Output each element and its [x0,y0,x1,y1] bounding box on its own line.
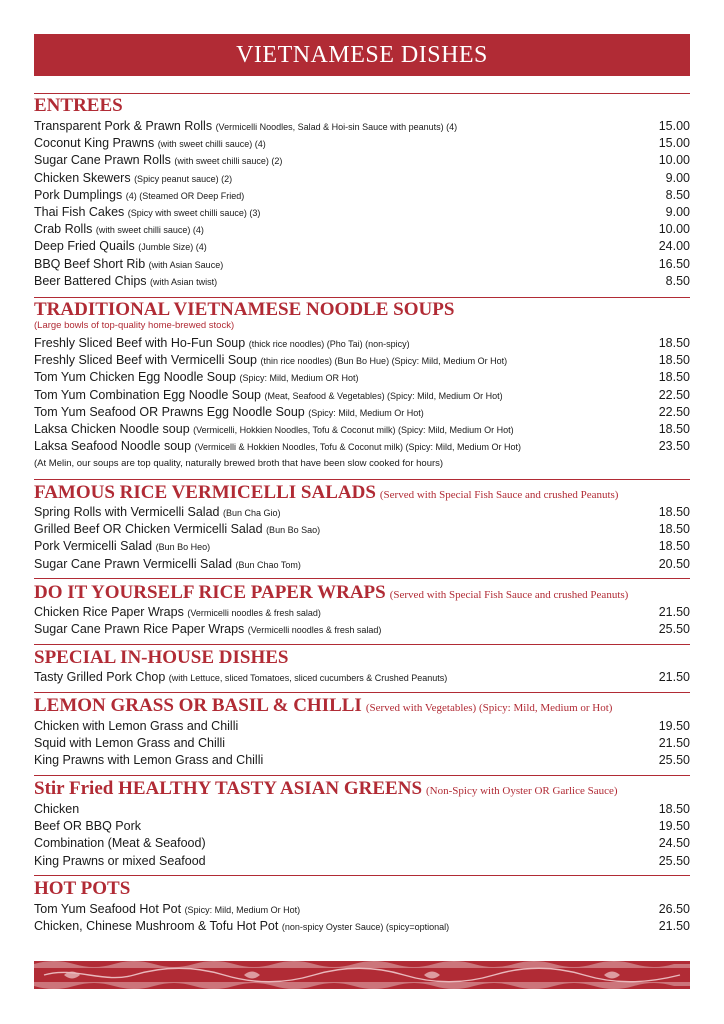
menu-item-name: Pork Dumplings [34,187,123,202]
menu-item [34,238,690,255]
section-note: (Non-Spicy with Oyster OR Garlice Sauce) [426,785,618,797]
menu-item-name: Tom Yum Chicken Egg Noodle Soup [34,370,236,385]
menu-item-name-line [34,404,424,422]
menu-item-name: Tom Yum Seafood Hot Pot [34,902,182,916]
menu-item [34,421,690,438]
page-title: VIETNAMESE DISHES [34,34,690,76]
section-heading [34,299,454,321]
menu-item-name-line [34,521,320,539]
menu-item-description: (non-spicy Oyster Sauce) (spicy=optional) [281,922,450,933]
menu-item [34,853,690,870]
section-divider [34,297,690,298]
menu-item [34,752,690,769]
menu-item-price: 25.50 [658,753,690,768]
menu-item [34,801,690,818]
menu-item-name-line [34,752,263,769]
section-title: FAMOUS RICE VERMICELLI SALADS [34,482,376,503]
menu-item-name-line [34,273,217,291]
menu-item-name: Squid with Lemon Grass and Chilli [34,736,226,751]
menu-item-description: (with Lettuce, sliced Tomatoes, sliced cucumbers & Crushed Peanuts) [168,673,448,683]
menu-item-price: 10.00 [658,153,690,168]
menu-item-price: 18.50 [658,336,690,350]
menu-item-description: (Spicy: Mild, Medium Or Hot) [308,407,424,418]
menu-item-price: 20.50 [658,556,690,571]
menu-item-price: 22.50 [658,404,690,419]
menu-item-description: (with sweet chilli sauce) (2) [174,156,283,167]
section-divider [34,644,690,645]
menu-item-name: Pork Vermicelli Salad [34,539,153,554]
menu-item-name: Spring Rolls with Vermicelli Salad [34,505,220,519]
menu-item-price: 8.50 [665,273,690,288]
menu-item [34,256,690,273]
menu-item-price: 23.50 [658,439,690,454]
section-note: (Served with Special Fish Sauce and crushed Peanuts) [379,489,619,501]
section-divider [34,875,690,876]
menu-item-price: 18.50 [658,422,690,436]
menu-item-name-line [34,556,301,574]
menu-item-name-line [34,901,300,919]
menu-item-price: 16.50 [658,256,690,271]
section-heading [34,878,130,900]
menu-item-name-line [34,669,447,687]
menu-item [34,135,690,152]
menu-item-price: 21.50 [658,919,690,934]
menu-item-name: Beer Battered Chips [34,273,147,288]
menu-item-name: Chicken with Lemon Grass and Chilli [34,719,239,733]
menu-item [34,187,690,204]
section-heading [34,95,123,117]
menu-item [34,273,690,290]
menu-item-description: (thin rice noodles) (Bun Bo Hue) (Spicy: Mild, Medium Or Hot) [260,356,508,367]
menu-item-name: Deep Fried Quails [34,239,135,254]
menu-item-name: Chicken Rice Paper Wraps [34,605,184,619]
section-divider [34,692,690,693]
menu-item-name-line [34,504,281,522]
menu-item [34,818,690,835]
menu-item-name-line [34,718,238,735]
menu-item-name: King Prawns or mixed Seafood [34,853,206,868]
section-divider [34,479,690,480]
menu-item-name-line [34,438,521,456]
section-footnote: (At Melin, our soups are top quality, naturally brewed broth that have been slow cooked for hours) [34,458,444,469]
menu-item-name-line [34,221,204,239]
menu-item [34,152,690,169]
menu-item-name-line [34,918,449,936]
menu-item-price: 26.50 [658,902,690,916]
menu-item-name-line [34,135,266,153]
menu-item-price: 21.50 [658,736,690,751]
menu-item-price: 21.50 [658,670,690,684]
section-title: TRADITIONAL VIETNAMESE NOODLE SOUPS [34,299,455,320]
menu-item-price: 18.50 [658,505,690,519]
menu-item-price: 25.50 [658,622,690,637]
menu-item-name-line [34,853,206,870]
menu-item-description: (Vermicelli noodles & fresh salad) [247,625,382,636]
section-subtitle: (Large bowls of top-quality home-brewed stock) [34,320,235,331]
menu-item [34,204,690,221]
menu-item [34,404,690,421]
section-note: (Served with Vegetables) (Spicy: Mild, Medium or Hot) [365,702,613,714]
menu-item [34,538,690,555]
menu-item-description: (Vermicelli & Hokkien Noodles, Tofu & Coconut milk) (Spicy: Mild, Medium Or Hot) [194,442,521,453]
menu-item-price: 19.50 [658,719,690,733]
menu-item-name: Freshly Sliced Beef with Vermicelli Soup [34,353,258,368]
menu-item-name: Transparent Pork & Prawn Rolls [34,119,213,133]
section-title: HOT POTS [34,878,131,899]
menu-item-description: (with Asian twist) [150,276,218,287]
menu-item-name: King Prawns with Lemon Grass and Chilli [34,753,264,768]
section-title: LEMON GRASS OR BASIL & CHILLI [34,695,362,716]
section-title: Stir Fried HEALTHY TASTY ASIAN GREENS [34,778,423,799]
menu-item [34,438,690,455]
menu-item-name: Crab Rolls [34,222,93,237]
menu-item-name-line [34,335,410,353]
menu-item-description: (with sweet chilli sauce) (4) [157,139,266,150]
menu-item-name-line [34,387,503,405]
menu-item-name-line [34,204,260,222]
menu-item-price: 18.50 [658,522,690,537]
menu-item-name-line [34,801,79,818]
menu-item-price: 18.50 [658,370,690,385]
menu-item-description: (Bun Bo Sao) [266,525,321,536]
menu-item [34,835,690,852]
menu-item-description: (with Asian Sauce) [148,259,224,270]
menu-item [34,901,690,918]
section-heading [34,647,288,669]
menu-item-price: 24.50 [658,836,690,851]
section-heading [34,778,618,802]
menu-item-name: Coconut King Prawns [34,136,155,151]
menu-item-name: Chicken, Chinese Mushroom & Tofu Hot Pot [34,919,279,934]
menu-item-description: (Bun Cha Gio) [222,508,281,518]
menu-item-description: (Spicy: Mild, Medium Or Hot) [184,905,301,915]
section-title: DO IT YOURSELF RICE PAPER WRAPS [34,582,386,603]
menu-item-name-line [34,118,457,136]
section-heading [34,482,618,506]
menu-item-name-line [34,352,507,370]
menu-item [34,669,690,686]
menu-item [34,118,690,135]
menu-item-name: Sugar Cane Prawn Vermicelli Salad [34,556,233,571]
menu-item-description: (Jumble Size) (4) [138,242,207,253]
menu-item-name: Tom Yum Seafood OR Prawns Egg Noodle Soup [34,404,305,419]
menu-item-name: Laksa Chicken Noodle soup [34,422,190,436]
menu-item [34,604,690,621]
section-heading [34,695,612,719]
section-divider [34,578,690,579]
menu-item-price: 10.00 [658,222,690,237]
section-divider [34,93,690,94]
menu-item-description: (thick rice noodles) (Pho Tai) (non-spicy) [248,339,410,349]
menu-item-name-line [34,187,244,205]
menu-item-description: (Vermicelli noodles & fresh salad) [187,608,321,618]
section-title: SPECIAL IN-HOUSE DISHES [34,647,289,668]
menu-item-description: (Spicy with sweet chilli sauce) (3) [127,208,261,218]
menu-item [34,556,690,573]
menu-item-description: (Bun Chao Tom) [235,559,301,570]
menu-item-price: 15.00 [658,119,690,133]
menu-item-price: 18.50 [658,353,690,368]
menu-item-price: 19.50 [658,819,690,834]
menu-item-name-line [34,421,514,439]
menu-item-description: (Bun Bo Heo) [155,542,211,553]
menu-item-price: 9.00 [665,205,690,219]
menu-item-price: 24.00 [658,239,690,254]
menu-item-name: BBQ Beef Short Rib [34,256,146,271]
menu-item [34,718,690,735]
menu-item [34,221,690,238]
menu-item-name-line [34,256,223,274]
menu-item [34,918,690,935]
menu-item-name: Chicken [34,802,80,816]
menu-item-name: Sugar Cane Prawn Rice Paper Wraps [34,622,245,637]
menu-item-name: Chicken Skewers [34,170,131,185]
decorative-footer-band [34,958,690,992]
menu-item-name: Tasty Grilled Pork Chop [34,670,166,684]
menu-item-name: Tom Yum Combination Egg Noodle Soup [34,387,261,402]
menu-item-description: (with sweet chilli sauce) (4) [95,225,204,236]
menu-item [34,369,690,386]
section-divider [34,775,690,776]
section-heading [34,582,628,606]
menu-item-price: 9.00 [665,170,690,185]
menu-item [34,335,690,352]
menu-item-description: (Spicy: Mild, Medium OR Hot) [239,373,359,384]
menu-item-description: (Meat, Seafood & Vegetables) (Spicy: Mild, Medium Or Hot) [264,390,503,401]
menu-item [34,170,690,187]
menu-item-name-line [34,835,206,852]
menu-item-description: (4) (Steamed OR Deep Fried) [125,190,245,201]
menu-item-description: (Vermicelli, Hokkien Noodles, Tofu & Coconut milk) (Spicy: Mild, Medium Or Hot) [193,425,514,435]
menu-item-name-line [34,621,381,639]
menu-item-name-line [34,152,282,170]
menu-item [34,387,690,404]
menu-item-description: (Vermicelli Noodles, Salad & Hoi-sin Sauce with peanuts) (4) [215,122,458,132]
menu-item-name: Freshly Sliced Beef with Ho-Fun Soup [34,336,246,350]
menu-item [34,521,690,538]
menu-item-price: 18.50 [658,802,690,816]
menu-item-name: Thai Fish Cakes [34,205,125,219]
menu-item-name-line [34,538,210,556]
section-title: ENTREES [34,95,123,116]
menu-item [34,504,690,521]
menu-item-price: 25.50 [658,853,690,868]
menu-item-name-line [34,604,321,622]
menu-item-price: 18.50 [658,539,690,554]
menu-item-name: Sugar Cane Prawn Rolls [34,153,171,168]
menu-item-name-line [34,369,359,387]
menu-item-price: 8.50 [665,187,690,202]
menu-item-name-line [34,170,232,188]
menu-item [34,735,690,752]
menu-item-name: Laksa Seafood Noodle soup [34,439,192,454]
menu-item-name: Combination (Meat & Seafood) [34,836,206,851]
menu-item-price: 21.50 [658,605,690,619]
menu-item [34,621,690,638]
menu-item-name-line [34,238,207,256]
menu-item-name-line [34,818,141,835]
menu-item-price: 15.00 [658,136,690,151]
menu-item-name: Grilled Beef OR Chicken Vermicelli Salad [34,522,263,537]
menu-item-name-line [34,735,225,752]
section-note: (Served with Special Fish Sauce and crushed Peanuts) [389,589,629,601]
menu-item-name: Beef OR BBQ Pork [34,819,141,834]
menu-item [34,352,690,369]
menu-item-description: (Spicy peanut sauce) (2) [134,173,233,184]
menu-item-price: 22.50 [658,387,690,402]
